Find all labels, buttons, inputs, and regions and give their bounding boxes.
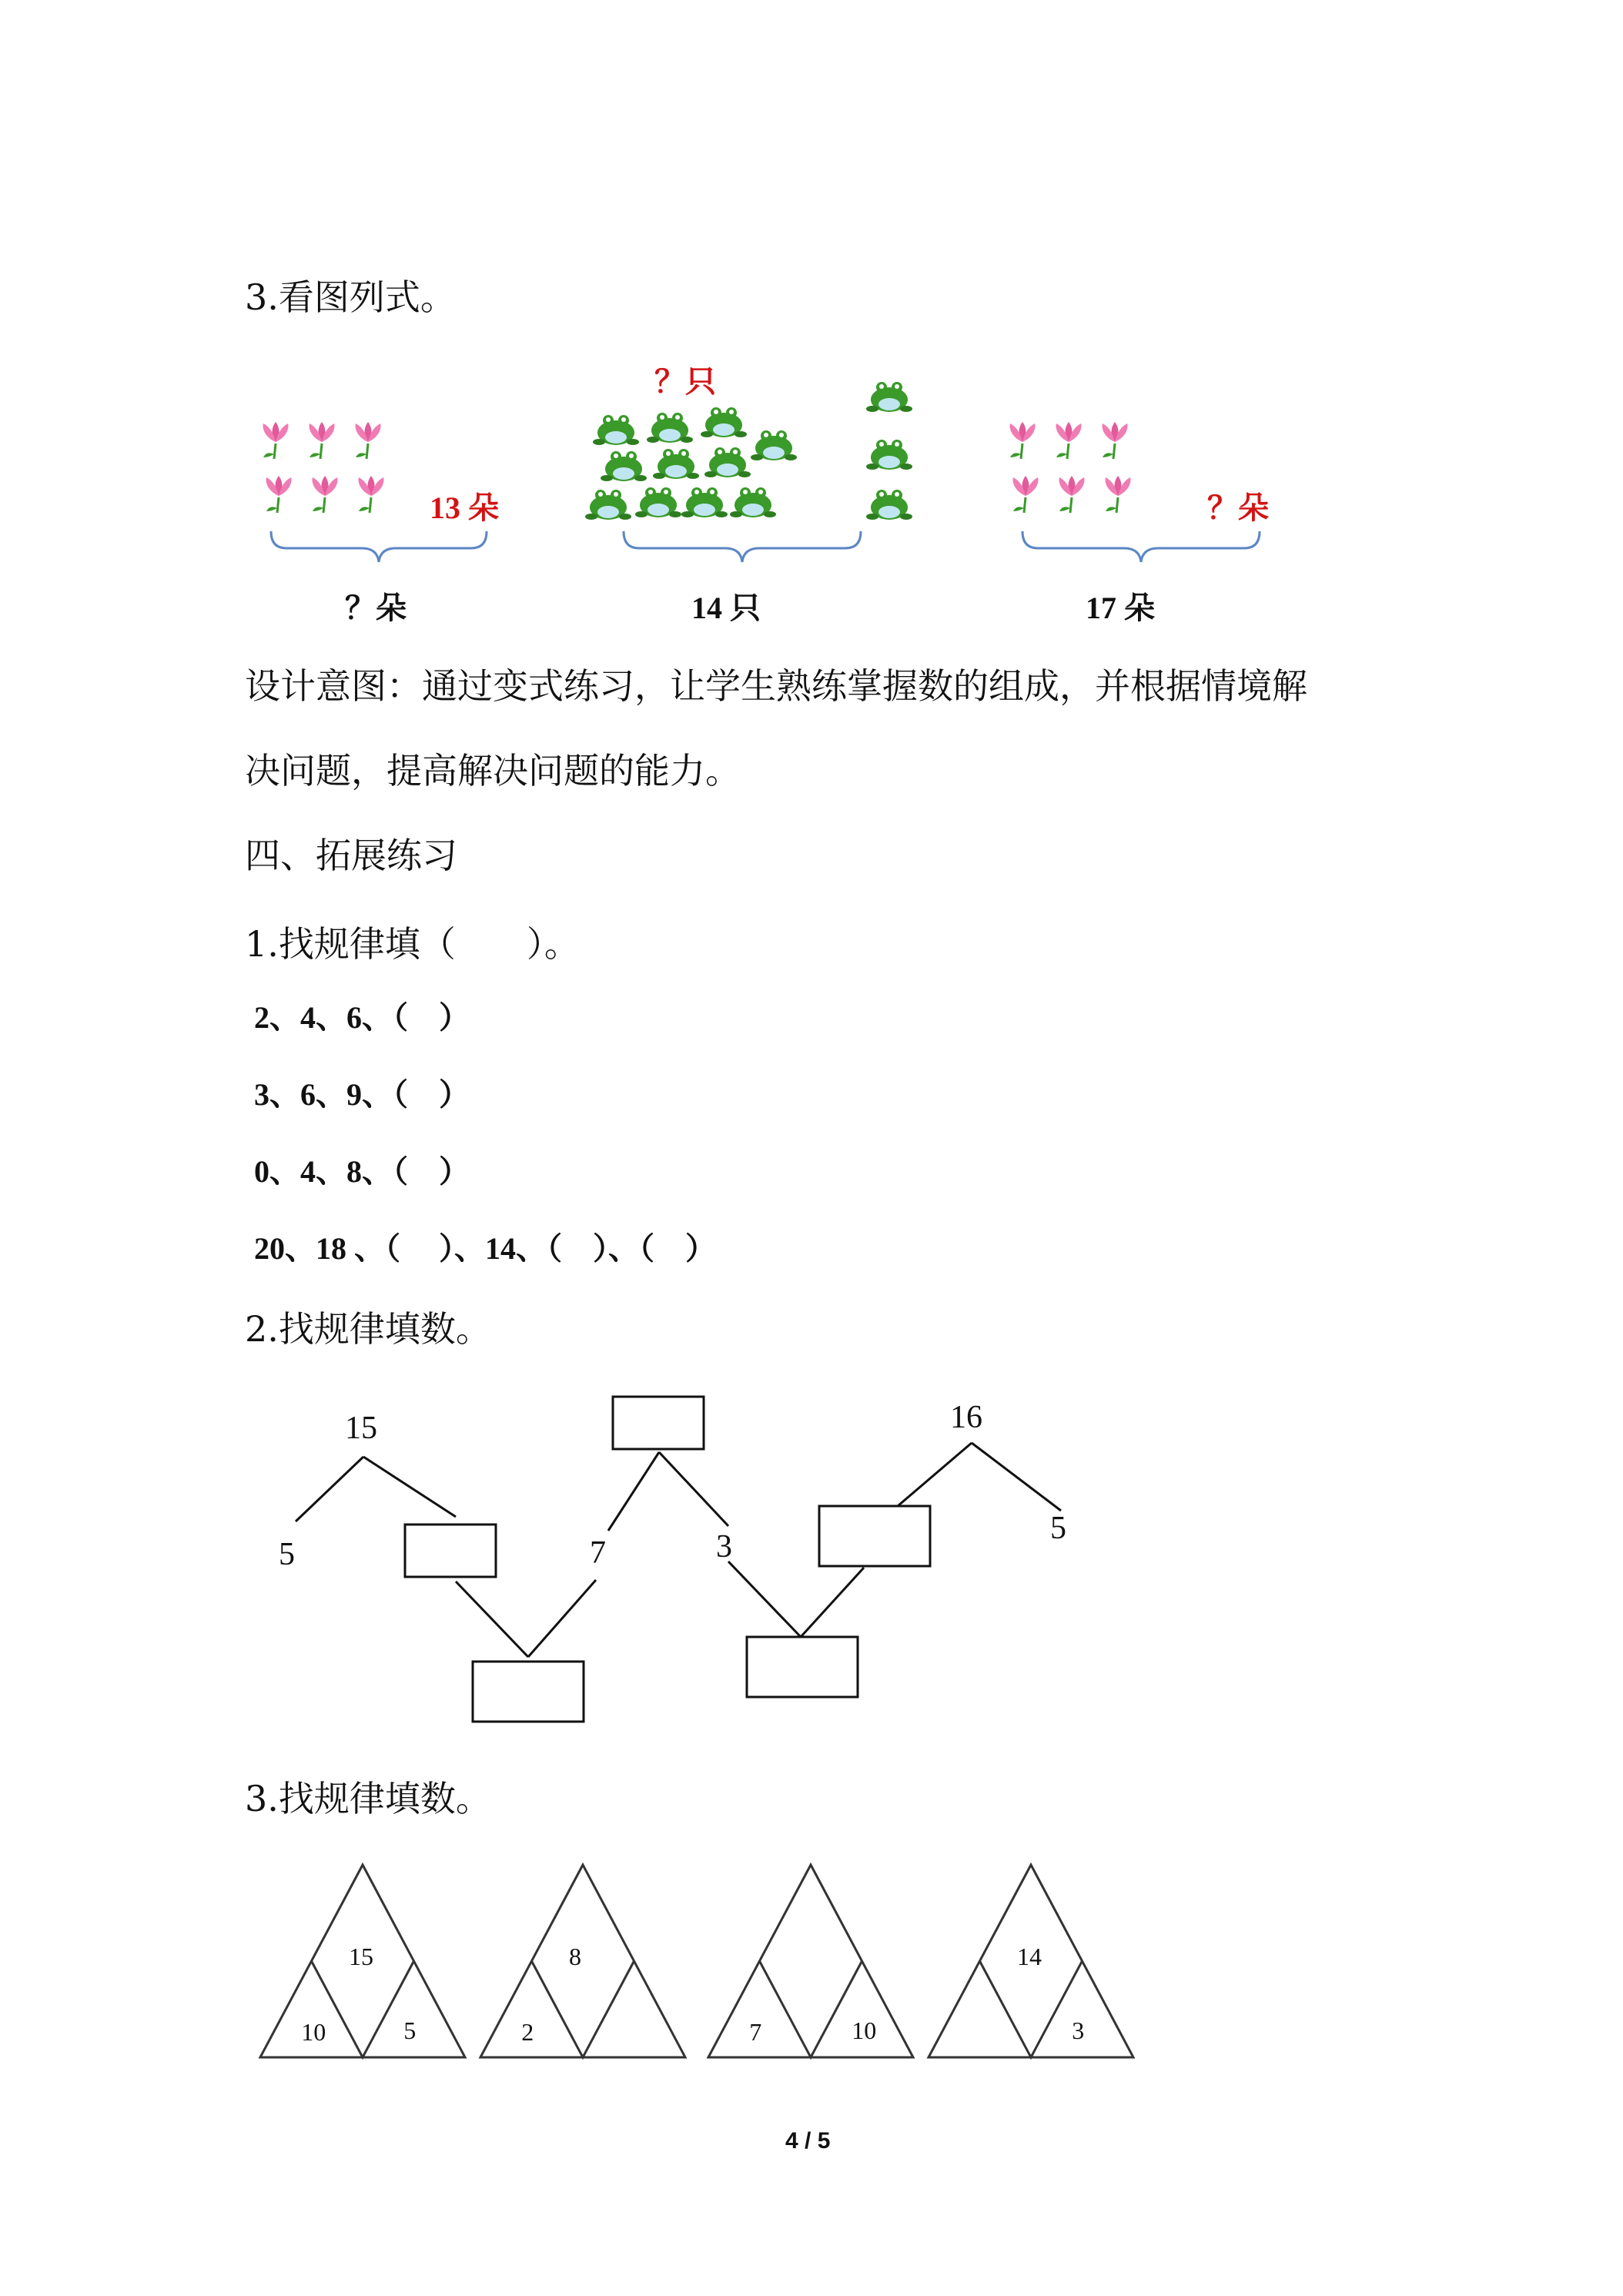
bond-number: 5 [1050,1511,1066,1546]
bond-line [363,1457,456,1517]
triangle-right-cell: 10 [852,2017,877,2044]
design-intent-line-2: 决问题，提高解决问题的能力。 [245,750,741,792]
frog-icon [866,490,912,520]
answer-box[interactable] [473,1662,584,1722]
bond-number: 3 [716,1529,732,1565]
page-number: 4 / 5 [785,2128,831,2154]
bond-number: 7 [590,1535,606,1571]
bond-line [528,1580,596,1657]
fig2-bottom-label: 14 只 [691,591,761,625]
answer-box[interactable] [613,1397,704,1449]
fig2-top-label: ？只 [654,364,716,399]
bond-line [296,1457,363,1521]
triangle-outline [480,1865,685,2057]
design-intent-line-1: 设计意图：通过变式练习，让学生熟练掌握数的组成，并根据情境解 [245,665,1307,707]
triangle-top-cell: 15 [349,1943,373,1970]
answer-box[interactable] [405,1525,496,1577]
lotus-flower-icon [1056,422,1082,459]
lotus-group-1 [263,422,384,513]
lotus-flower-icon [263,422,289,459]
answer-box[interactable] [819,1506,930,1566]
sequence-row-2: 3、6、9、（ ） [254,1077,470,1112]
frog-icon [701,407,747,437]
triangle-inner-lines [980,1961,1083,2057]
triangle-left-cell: 10 [301,2018,326,2046]
frog-icon [585,490,631,520]
section-heading-extension: 四、拓展练习 [245,835,457,876]
frog-icon [681,487,728,517]
q2-heading: 2.找规律填数。 [245,1308,491,1350]
brace-1 [271,531,487,562]
lotus-flower-icon [1106,476,1131,513]
lotus-flower-icon [1010,422,1036,459]
triangle-inner-lines [760,1961,862,2057]
triangle-top-cell: 14 [1017,1943,1042,1970]
bond-line [608,1452,659,1531]
bond-line [659,1452,728,1526]
brace-3 [1022,531,1260,562]
triangle-right-cell: 3 [1072,2017,1085,2044]
q1-heading: 1.找规律填（ ）。 [245,923,580,965]
sequence-row-4: 20、18 、（ ）、14、（ ）、（ ） [254,1231,716,1266]
frog-icon [647,413,693,443]
triangle-inner-lines [312,1961,417,2057]
fig3-bottom-label: 17 朵 [1086,591,1155,625]
lotus-group-3 [1010,422,1131,513]
frog-icon [601,451,647,481]
lotus-flower-icon [1013,476,1039,513]
bond-line [972,1443,1061,1511]
picture-equation-figures [0,339,1623,631]
frog-icon [593,415,639,445]
triangle-inner-lines [532,1961,634,2057]
brace-2 [624,531,861,562]
frog-icon [704,447,751,477]
triangle-left-cell: 2 [521,2018,534,2046]
frog-icon [635,487,681,517]
answer-box[interactable] [747,1637,858,1697]
bond-line [801,1568,864,1637]
frog-icon [653,449,699,479]
lotus-flower-icon [313,476,338,513]
q3-heading: 3.找规律填数。 [245,1778,491,1819]
triangle-top-cell: 8 [569,1943,581,1970]
lotus-flower-icon [359,476,384,513]
frog-group-side [866,382,912,520]
bond-line [898,1443,972,1506]
section-heading-look-and-write: 3.看图列式。 [245,276,456,318]
bond-number: 15 [345,1411,377,1446]
triangle-right-cell: 5 [403,2017,417,2044]
sequence-row-3: 0、4、8、（ ） [254,1154,470,1189]
lotus-flower-icon [266,476,292,513]
lotus-flower-icon [1103,422,1128,459]
frog-icon [866,382,912,412]
frog-icon [751,430,797,460]
sequence-row-1: 2、4、6、（ ） [254,1000,470,1035]
bond-number: 5 [279,1537,295,1572]
number-bond-chain [0,1386,1623,1740]
lotus-flower-icon [356,422,381,459]
triangle-left-cell: 7 [749,2018,762,2046]
triangle-outline [708,1865,913,2057]
frog-icon [730,487,776,517]
frog-group-main [585,407,797,520]
bond-line [728,1561,801,1637]
fig1-right-label: 13 朵 [430,490,499,525]
frog-icon [866,440,912,470]
bond-line [456,1581,528,1657]
triangle-puzzles [0,1848,1623,2079]
fig1-bottom-label: ？朵 [345,591,407,625]
lotus-flower-icon [310,422,335,459]
lotus-flower-icon [1059,476,1085,513]
fig3-right-label: ？朵 [1207,490,1269,525]
bond-number: 16 [950,1400,982,1435]
